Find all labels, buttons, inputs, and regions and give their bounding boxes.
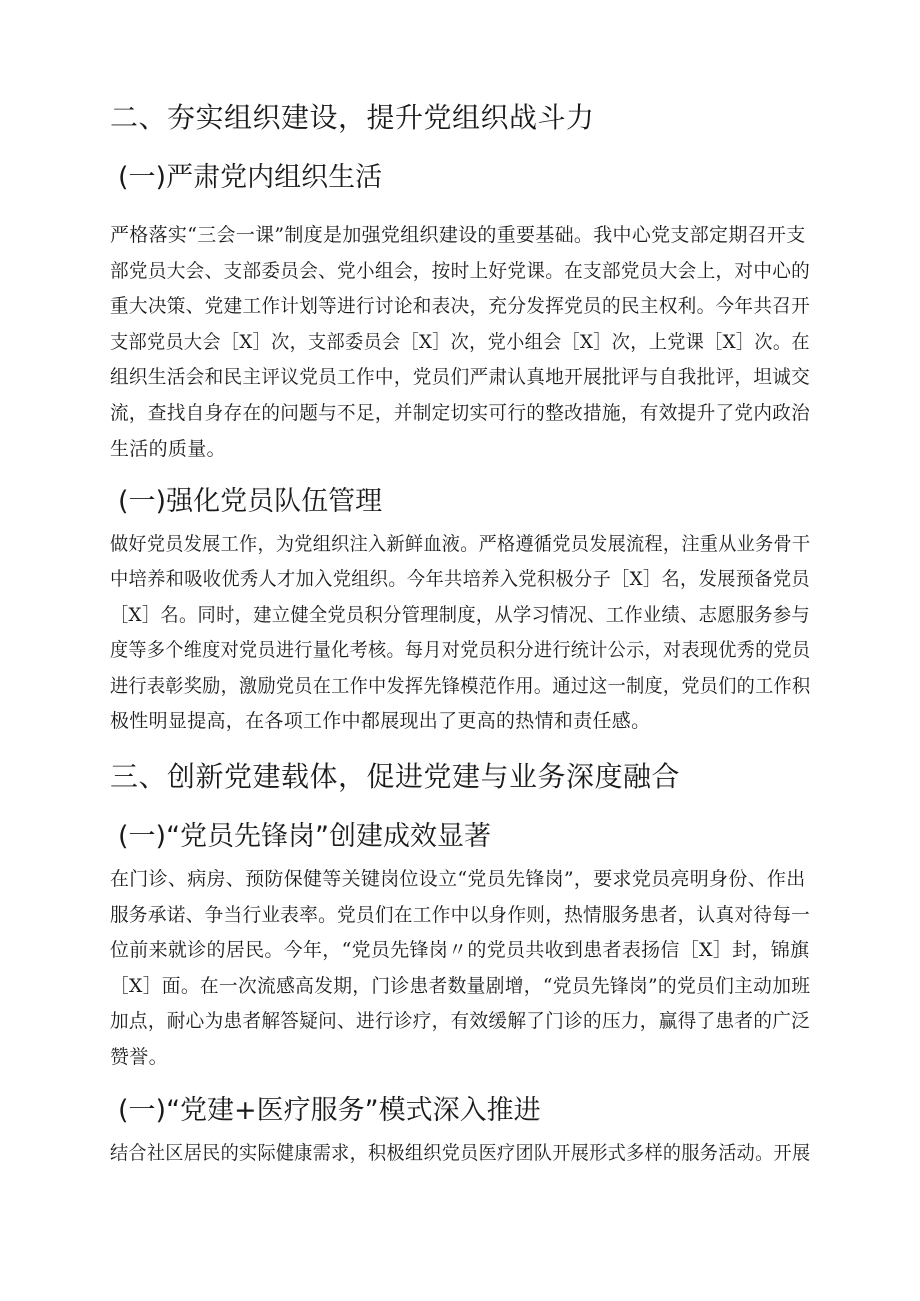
- paragraph-line: 重大决策、党建工作计划等进行讨论和表决，充分发挥党员的民主权利。今年共召开: [110, 295, 811, 317]
- paragraph-line: 部党员大会、支部委员会、党小组会，按时上好党课。在支部党员大会上，对中心的: [110, 260, 811, 282]
- section-2-sub-2-heading: (一)强化党员队伍管理: [118, 486, 383, 517]
- section-2-heading: 二、夯实组织建设，提升党组织战斗力: [110, 101, 595, 134]
- paragraph-line: ［X］名。同时，建立健全党员积分管理制度，从学习情况、工作业绩、志愿服务参与: [110, 604, 810, 626]
- paragraph-line: ［X］面。在一次流感高发期，门诊患者数量剧增，“党员先锋岗”的党员们主动加班: [110, 975, 811, 997]
- paragraph-line: 位前来就诊的居民。今年，“党员先锋岗〃的党员共收到患者表扬信［X］封，锦旗: [110, 939, 810, 961]
- paragraph-line: 中培养和吸收优秀人才加入党组织。今年共培养入党积极分子［X］名，发展预备党员: [110, 568, 810, 590]
- paragraph-line: 结合社区居民的实际健康需求，积极组织党员医疗团队开展形式多样的服务活动。开展: [110, 1142, 811, 1164]
- paragraph-line: 支部党员大会［X］次，支部委员会［X］次，党小组会［X］次，上党课［X］次。在: [110, 331, 810, 353]
- section-3-sub-2-heading: (一)“党建+医疗服务”模式深入推进: [118, 1095, 541, 1126]
- paragraph-line: 做好党员发展工作，为党组织注入新鲜血液。严格遵循党员发展流程，注重从业务骨干: [110, 533, 811, 555]
- section-3-heading: 三、创新党建载体，促进党建与业务深度融合: [110, 760, 681, 793]
- section-3-sub-1-heading: (一)“党员先锋岗”创建成效显著: [118, 821, 492, 852]
- paragraph-line: 严格落实“三会一课”制度是加强党组织建设的重要基础。我中心党支部定期召开支: [110, 224, 806, 246]
- section-2-sub-1-heading: (一)严肃党内组织生活: [118, 162, 383, 193]
- paragraph-line: 在门诊、病房、预防保健等关键岗位设立“党员先锋岗”，要求党员亮明身份、作出: [110, 868, 806, 890]
- paragraph-line: 极性明显提高，在各项工作中都展现出了更高的热情和责任感。: [110, 710, 651, 732]
- paragraph-line: 进行表彰奖励，激励党员在工作中发挥先锋模范作用。通过这一制度，党员们的工作积: [110, 675, 811, 697]
- paragraph-line: 生活的质量。: [110, 438, 226, 460]
- paragraph-line: 加点，耐心为患者解答疑问、进行诊疗，有效缓解了门诊的压力，赢得了患者的广泛: [110, 1010, 811, 1032]
- paragraph-line: 服务承诺、争当行业表率。党员们在工作中以身作则，热情服务患者，认真对待每一: [110, 904, 811, 926]
- paragraph-line: 流，查找自身存在的问题与不足，并制定切实可行的整改措施，有效提升了党内政治: [110, 402, 811, 424]
- paragraph-line: 组织生活会和民主评议党员工作中，党员们严肃认真地开展批评与自我批评，坦诚交: [110, 366, 811, 388]
- paragraph-line: 度等多个维度对党员进行量化考核。每月对党员积分进行统计公示，对表现优秀的党员: [110, 639, 811, 661]
- paragraph-line: 赞誉。: [110, 1046, 168, 1068]
